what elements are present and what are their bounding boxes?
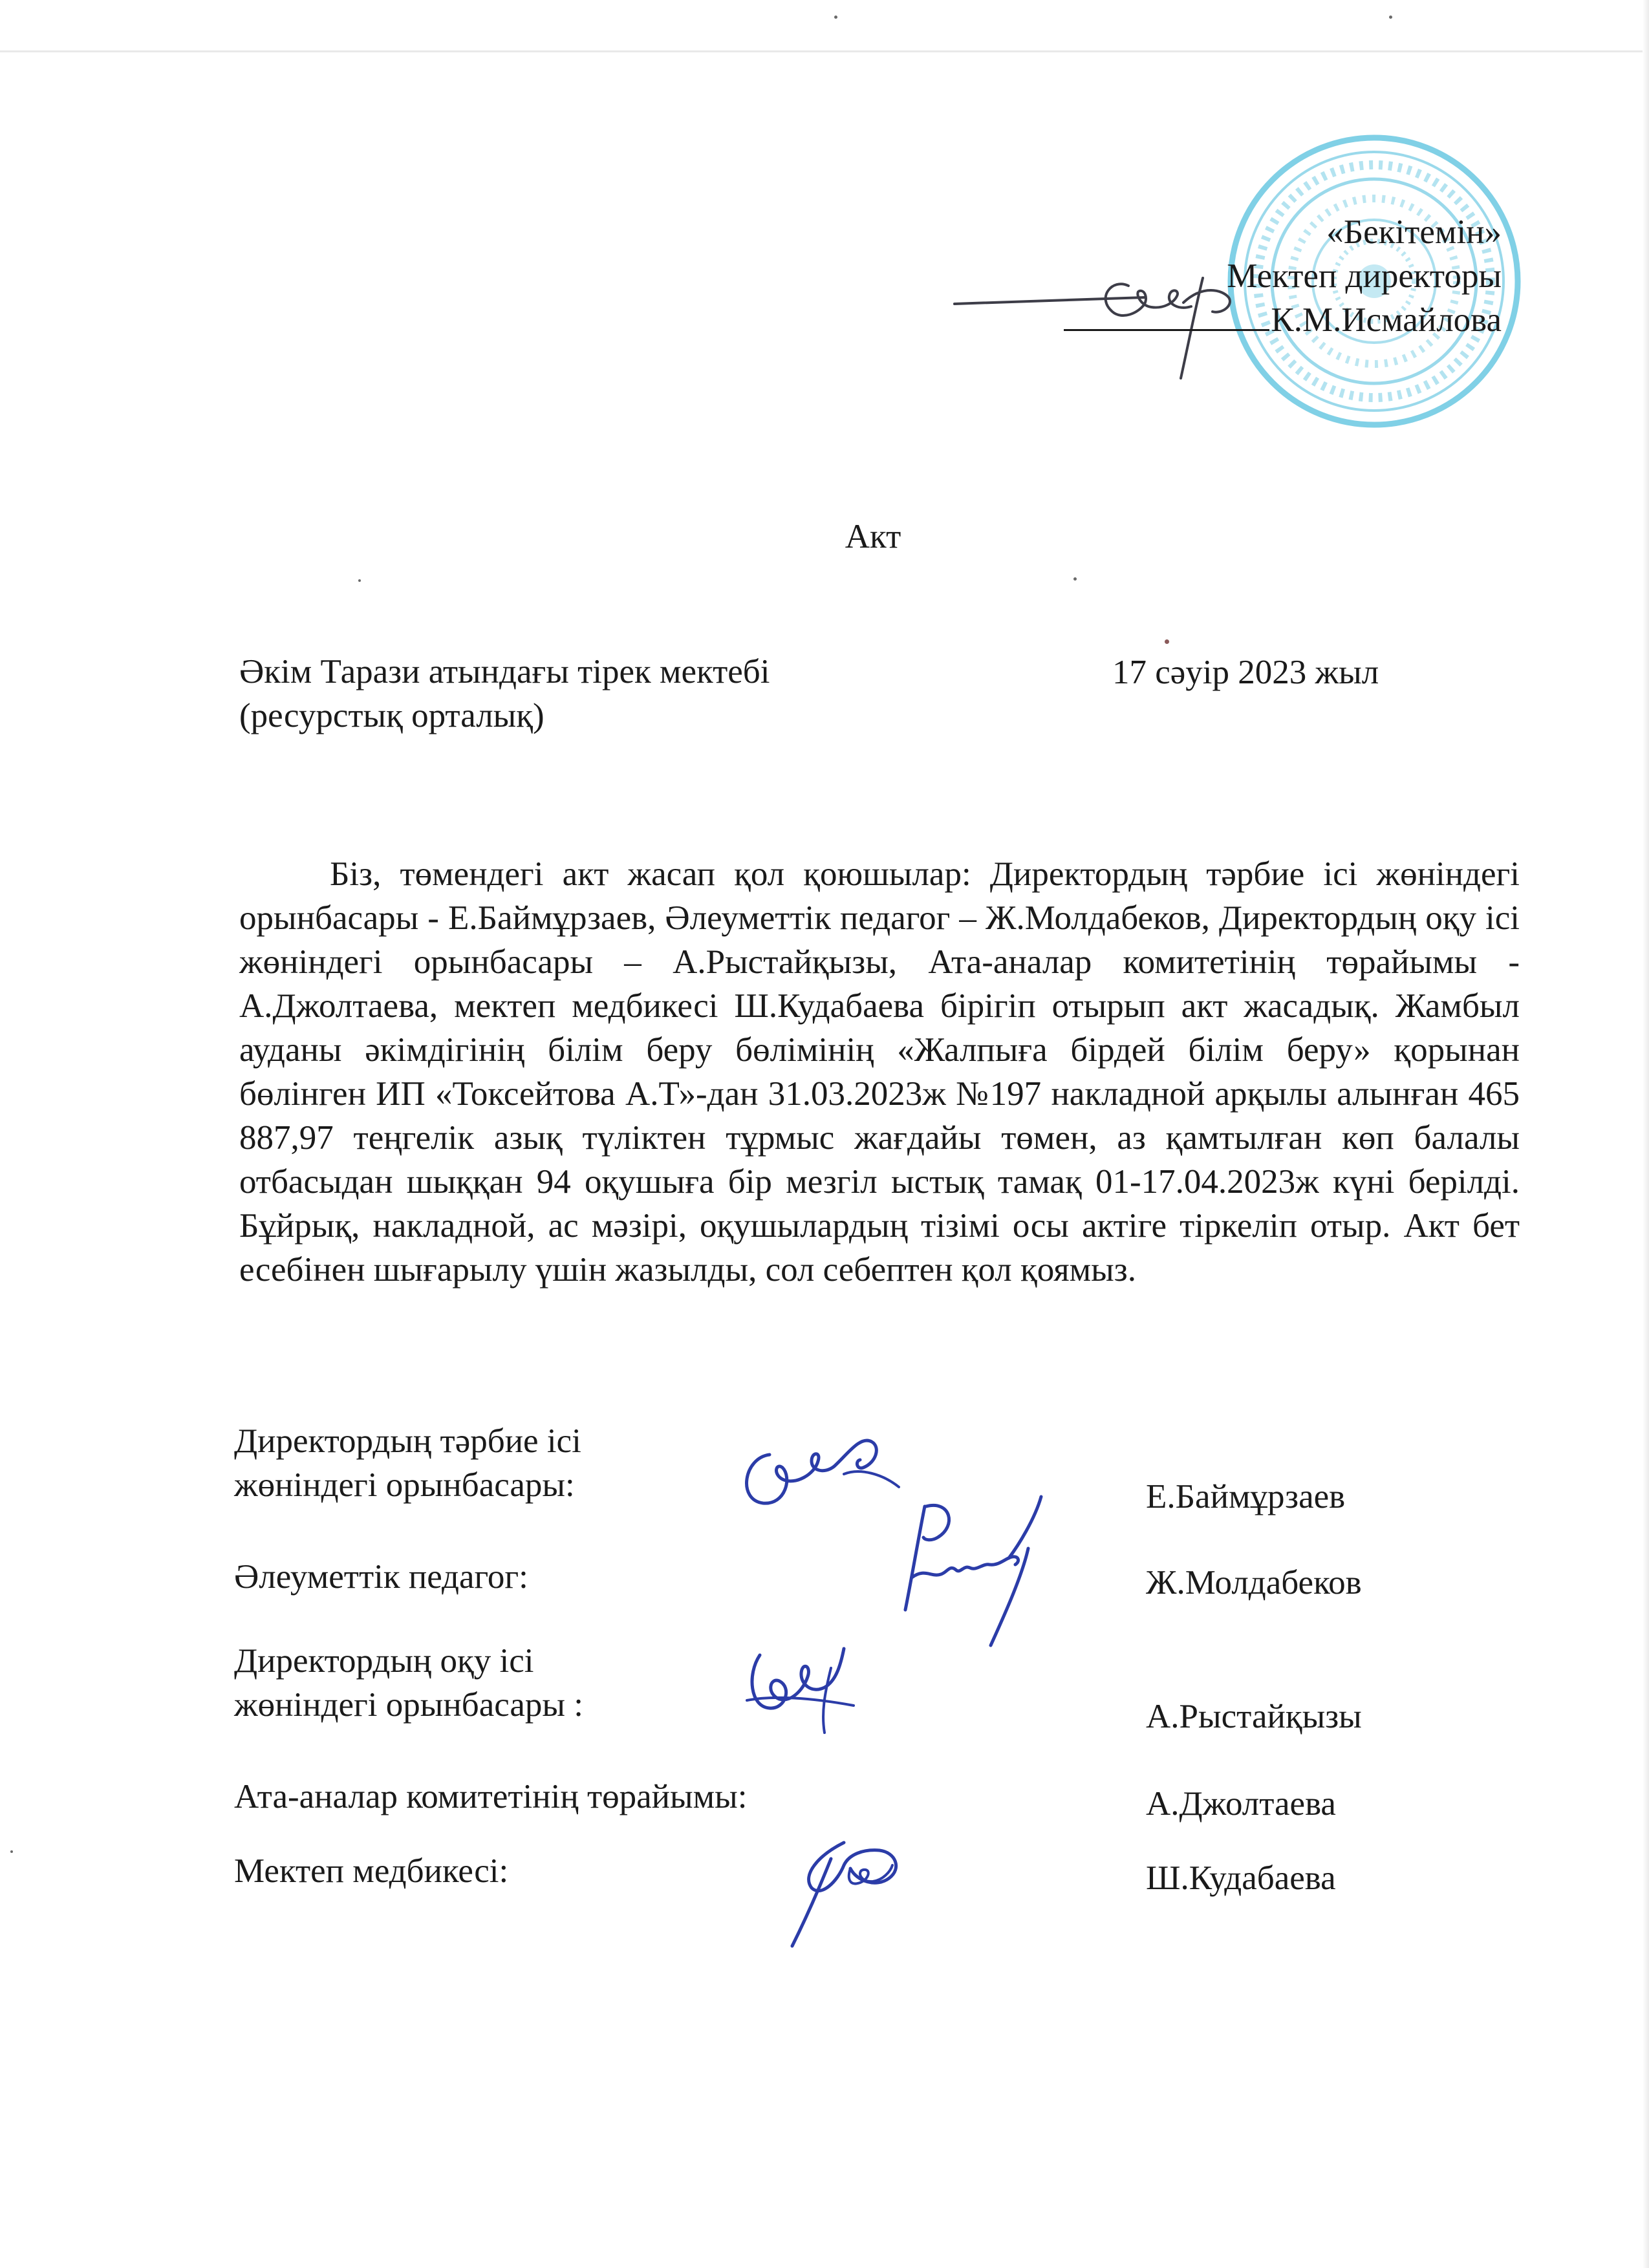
scan-speck bbox=[10, 1850, 13, 1853]
document-date: 17 сәуір 2023 жыл bbox=[1112, 654, 1379, 691]
approval-heading: «Бекітемін» bbox=[1326, 213, 1502, 251]
signatory-role-line: Мектеп медбикесі: bbox=[234, 1852, 509, 1890]
school-subtitle: (ресурстық орталық) bbox=[239, 697, 544, 734]
school-name: Әкім Тарази атындағы тірек мектебі bbox=[239, 653, 770, 690]
signatory-role bbox=[234, 1775, 747, 1819]
approval-block bbox=[1064, 210, 1502, 342]
signature-moldabekov bbox=[879, 1481, 1086, 1655]
signatory-role bbox=[234, 1639, 583, 1727]
signatory-role bbox=[234, 1419, 581, 1507]
organization-block bbox=[239, 650, 770, 738]
signatory-role-line: Директордың оқу ісі bbox=[234, 1642, 534, 1680]
signatory-name: Ш.Кудабаева bbox=[1146, 1859, 1336, 1897]
scan-speck bbox=[834, 16, 837, 19]
signatory-name: Ж.Молдабеков bbox=[1146, 1564, 1362, 1601]
scan-edge-right bbox=[1643, 0, 1649, 2268]
signatory-role-line: Ата-аналар комитетінің төрайымы: bbox=[234, 1778, 748, 1815]
signatory-role-line: жөніндегі орынбасары: bbox=[234, 1466, 575, 1504]
approval-signer-line bbox=[1064, 298, 1502, 342]
scan-speck bbox=[1389, 16, 1392, 19]
scan-speck bbox=[1165, 639, 1169, 644]
act-body-paragraph: Біз, төмендегі акт жасап қол қоюшылар: Директордың тәрбие ісі жөніндегі орынбасары - Е.Баймұрзаев, Әлеуметтік педагог – Ж.Молдабеков, Директордың оқу ісі жөніндегі орынбасары – А.Рыстайқызы, Ата-аналар комитетінің төрайымы - А.Джолтаева, мектеп медбикесі Ш.Кудабаева бірігіп отырып акт жасадық. Жамбыл ауданы әкімдігінің білім беру бөлімінің «Жалпыға бірдей білім беру» қорынан бөлінген ИП «Токсейтова А.Т»-дан 31.03.2023ж №197 накладной арқылы алынған 465 887,97 теңгелік азық түліктен тұрмыс жағдайы төмен, аз қамтылған көп балалы отбасыдан шыққан 94 оқушыға бір мезгіл ыстық тамақ 01-17.04.2023ж күні берілді. Бұйрық, накладной, ас мәзірі, оқушылардың тізімі осы актіге тіркеліп отыр. Акт бет есебінен шығарылу үшін жазылды, сол себептен қол қоямыз. bbox=[239, 855, 1520, 1289]
signatory-name: А.Рыстайқызы bbox=[1146, 1698, 1362, 1735]
document-title: Акт bbox=[845, 518, 901, 555]
signatory-role bbox=[234, 1555, 528, 1599]
signatory-role-line: Әлеуметтік педагог: bbox=[234, 1558, 528, 1596]
signatory-role-line: Директордың тәрбие ісі bbox=[234, 1422, 581, 1460]
signature-line bbox=[1064, 303, 1269, 331]
signature-rystaikyzy bbox=[734, 1636, 863, 1739]
scan-speck bbox=[1073, 577, 1077, 581]
signatory-name: А.Джолтаева bbox=[1146, 1785, 1336, 1823]
approval-position: Мектеп директоры bbox=[1227, 257, 1502, 295]
signatory-name: Е.Баймұрзаев bbox=[1146, 1478, 1346, 1515]
scan-speck bbox=[358, 579, 361, 582]
signatory-role-line: жөніндегі орынбасары : bbox=[234, 1686, 584, 1724]
approval-signer-name: К.М.Исмайлова bbox=[1271, 301, 1502, 339]
signature-kudabaeva bbox=[773, 1830, 915, 1952]
scan-edge-top bbox=[0, 50, 1649, 52]
signatory-role bbox=[234, 1849, 508, 1893]
